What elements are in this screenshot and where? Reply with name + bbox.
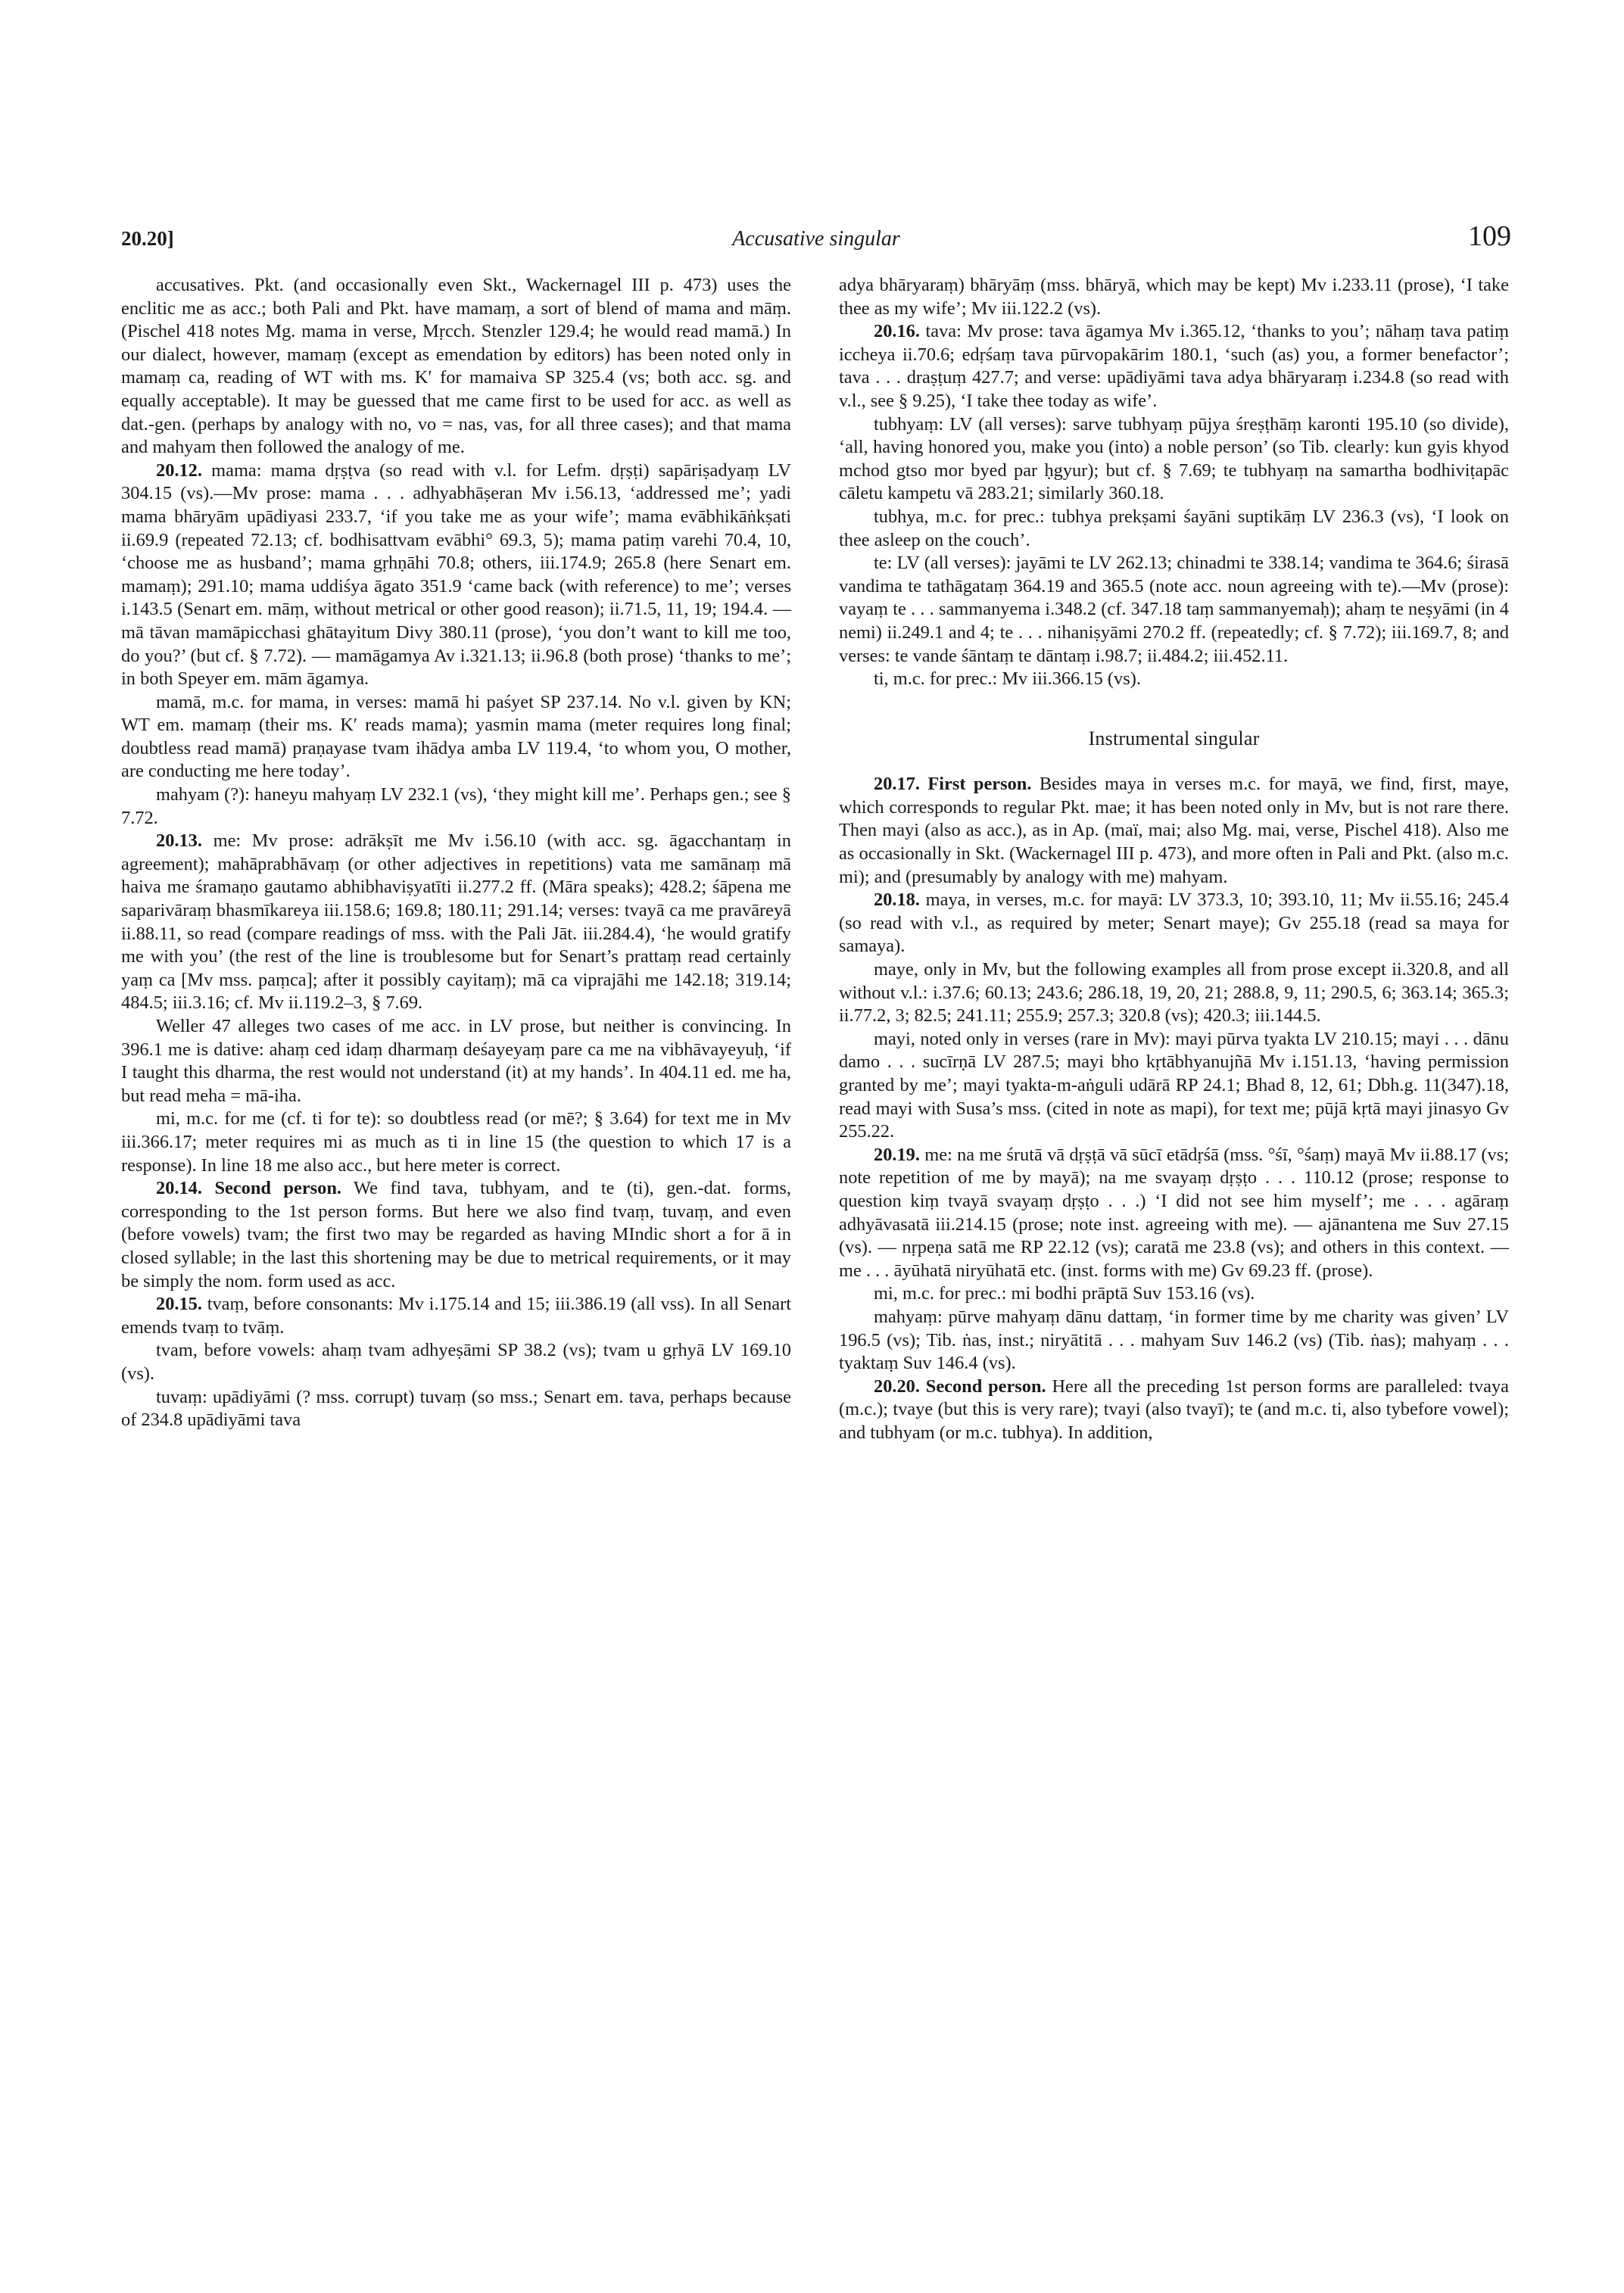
paragraph-number: 20.15.	[156, 1294, 202, 1315]
section-subheading: Instrumental singular	[1088, 727, 1260, 749]
paragraph-text: tvam, before vowels: ahaṃ tvam adhyeṣāmi SP 38.2 (vs); tvam u gṛhyā LV 169.10 (vs).	[121, 1340, 791, 1384]
paragraph-text: tvaṃ, before consonants: Mv i.175.14 and 15; iii.386.19 (all vss). In all Senart emends tvaṃ to tvāṃ.	[121, 1294, 791, 1338]
paragraph-number: 20.14.	[156, 1178, 202, 1199]
numbered-paragraph	[839, 320, 1509, 413]
paragraph	[121, 691, 791, 784]
paragraph-text: mi, m.c. for prec.: mi bodhi prāptā Suv 153.16 (vs).	[874, 1283, 1255, 1304]
paragraph	[839, 1282, 1509, 1306]
numbered-paragraph	[839, 1144, 1509, 1283]
paragraph-text: We find tava, tubhyam, and te (ti), gen.-dat. forms, corresponding to the 1st person forms. But here we also find tvaṃ, tuvaṃ, and even (before vowels) tvam; the first two may be regarded as having MIndic short a for ā in closed syllable; in the last this shortening may be due to metrical requirements, or it may be simply the nom. form used as acc.	[121, 1178, 791, 1291]
paragraph	[121, 1015, 791, 1108]
paragraph-number: 20.20.	[874, 1375, 920, 1397]
numbered-paragraph	[839, 773, 1509, 889]
paragraph	[839, 274, 1509, 320]
paragraph-text: mamā, m.c. for mama, in verses: mamā hi paśyet SP 237.14. No v.l. given by KN; WT em. mamaṃ (their ms. K′ reads mama); yasmin mama (meter requires long final; doubtless read mamā) praṇayase tvam ihādya amba LV 119.4, ‘to whom you, O mother, are conducting me here today’.	[121, 691, 791, 782]
paragraph-number: 20.18.	[874, 889, 920, 911]
paragraph	[121, 1386, 791, 1432]
running-header	[121, 220, 1511, 257]
paragraph-text: mama: mama dṛṣṭva (so read with v.l. for Lefm. dṛṣṭi) sapāriṣadyaṃ LV 304.15 (vs).—Mv prose: mama . . . adhyabhāṣeran Mv i.56.13, ‘addressed me’; yadi mama bhāryām upādiyasi 233.7, ‘if you take me as your wife’; mama evābhikāṅkṣati ii.69.9 (repeated 72.13; cf. bodhisattvam evābhi° 69.3, 5); mama patiṃ varehi 70.4, 10, ‘choose me as husband’; mama gṛhṇāhi 70.8; others, iii.174.9; 265.8 (here Senart em. mamaṃ); 291.10; mama uddiśya āgato 351.9 ‘came back (with reference) to me’; verses i.143.5 (Senart em. māṃ, without metrical or other good reason); ii.71.5, 11, 19; 194.4. — mā tāvan mamāpicchasi ghātayitum Divy 380.11 (prose), ‘you don’t want to kill me too, do you?’ (but cf. § 7.72). — mamāgamya Av i.321.13; ii.96.8 (both prose) ‘thanks to me’; in both Speyer em. mām āgamya.	[121, 460, 791, 690]
right-column-bottom	[839, 773, 1509, 1444]
paragraph-text: mahyaṃ: pūrve mahyaṃ dānu dattaṃ, ‘in former time by me charity was given’ LV 196.5 (vs); Tib. ṅas, inst.; niryātitā . . . mahyam Suv 146.2 (vs) (Tib. ṅas); mahyaṃ . . . tyaktaṃ Suv 146.4 (vs).	[839, 1306, 1509, 1374]
paragraph-text: Here all the preceding 1st person forms are paralleled: tvaya (m.c.); tvaye (but this is very rare); tvayi (also tvayī); te (and m.c. ti, also tybefore vowel); and tubhyam (or m.c. tubhya). In addition,	[839, 1375, 1509, 1443]
paragraph-number: 20.13.	[156, 830, 202, 852]
paragraph-number: 20.17.	[874, 774, 920, 795]
paragraph	[839, 552, 1509, 668]
paragraph-text: mayi, noted only in verses (rare in Mv): mayi pūrva tyakta LV 210.15; mayi . . . dānu damo . . . sucīrṇā LV 287.5; mayi bho kṛtābhyanujñā Mv i.151.13, ‘having permission granted by me’; mayi tyakta-m-aṅguli udārā RP 24.1; Bhad 8, 12, 61; Dbh.g. 11(347).18, read mayi with Susa’s mss. (cited in note as mapi), for text me; pūjā kṛtā mayi jinasyo Gv 255.22.	[839, 1028, 1509, 1142]
paragraph-text: te: LV (all verses): jayāmi te LV 262.13; chinadmi te 338.14; vandima te 364.6; śirasā vandima te tathāgataṃ 364.19 and 365.5 (note acc. noun agreeing with te).—Mv (prose): vayaṃ te . . . sammanyema i.348.2 (cf. 347.18 taṃ sammanyemaḥ); ahaṃ te neṣyāmi (in 4 nemi) ii.249.1 and 4; te . . . nihaniṣyāmi 270.2 ff. (repeatedly; cf. § 7.72); iii.169.7, 8; and verses: te vande śāntaṃ te dāntaṃ i.98.7; ii.484.2; iii.452.11.	[839, 553, 1509, 666]
paragraph	[839, 506, 1509, 552]
section-marker: 20.20]	[121, 227, 174, 250]
numbered-paragraph	[121, 1293, 791, 1339]
numbered-paragraph	[839, 889, 1509, 958]
numbered-paragraph	[121, 830, 791, 1015]
paragraph-text: tubhyaṃ: LV (all verses): sarve tubhyaṃ pūjya śreṣṭhāṃ karonti 195.10 (so divide), ‘all, having honored you, make you (into) a noble person’ (so Tib. clearly: kun gyis khyod mchod gtso mor byed par ḥgyur); but cf. § 7.69; te tubhyaṃ na samartha bodhiviṭapāc cāletu kampetu vā 283.21; similarly 360.18.	[839, 413, 1509, 504]
paragraph-text: mi, m.c. for me (cf. ti for te): so doubtless read (or mē?; § 3.64) for text me in Mv iii.366.17; meter requires mi as much as ti in line 15 (the question to which 17 is a response). In line 18 me also acc., but here meter is correct.	[121, 1108, 791, 1176]
paragraph-text: me: Mv prose: adrākṣīt me Mv i.56.10 (with acc. sg. āgacchantaṃ in agreement); mahāprabhāvaṃ (or other adjectives in repetitions) vata me samānaṃ mā haiva me śramaṇo gautamo abhibhaviṣyatīti ii.277.2 ff. (Māra speaks); 428.2; śāpena me saparivāraṃ bhasmīkareya iii.158.6; 169.8; 180.11; 291.14; verses: tvayā ca me pravāreyā ii.88.11, so read (compare readings of mss. with the Pali Jāt. iii.284.4), ‘he would gratify me with you’ (the rest of the line is troublesome but for Senart’s prattaṃ read certainly yaṃ ca [Mv mss. paṃca]; after it possibly cayitaṃ); mā ca viprajāhi me 142.18; 319.14; 484.5; iii.3.16; cf. Mv ii.119.2–3, § 7.69.	[121, 830, 791, 1014]
paragraph	[839, 1028, 1509, 1144]
page-number: 109	[1468, 220, 1511, 252]
paragraph	[839, 413, 1509, 506]
paragraph-number: 20.16.	[874, 321, 920, 342]
paragraph-heading: Second person.	[925, 1375, 1046, 1397]
right-column-top	[839, 274, 1509, 691]
paragraph	[839, 958, 1509, 1028]
paragraph-heading: Second person.	[214, 1178, 341, 1199]
paragraph-text: Weller 47 alleges two cases of me acc. in LV prose, but neither is convincing. In 396.1 me is dative: ahaṃ ced idaṃ dharmaṃ deśayeyaṃ pare ca me na vibhāvayeyuḥ, ‘if I taught this dharma, the rest would not understand (it) at my hands’. In 404.11 ed. me ha, but read meha = mā-iha.	[121, 1016, 791, 1106]
paragraph-text: adya bhāryaraṃ) bhāryāṃ (mss. bhāryā, which may be kept) Mv i.233.11 (prose), ‘I take thee as my wife’; Mv iii.122.2 (vs).	[839, 275, 1509, 319]
paragraph-text: maya, in verses, m.c. for mayā: LV 373.3, 10; 393.10, 11; Mv ii.55.16; 245.4 (so read with v.l., as required by meter; Senart maye); Gv 255.18 (read sa maya for samaya).	[839, 889, 1509, 957]
left-column	[121, 274, 791, 1432]
paragraph-text: accusatives. Pkt. (and occasionally even Skt., Wackernagel III p. 473) uses the enclitic me as acc.; both Pali and Pkt. have mamaṃ, a sort of blend of mama and māṃ. (Pischel 418 notes Mg. mama in verse, Mṛcch. Stenzler 129.4; he would read mamā.) In our dialect, however, mamaṃ (except as emendation by editors) has been noted only in mamaṃ ca, reading of WT with ms. K′ for mamaiva SP 325.4 (vs; both acc. sg. and equally acceptable). It may be guessed that me came first to be used for acc. as well as dat.-gen. (perhaps by analogy with no, vo = nas, vas, for all three cases); and that mama and mahyam then followed the analogy of me.	[121, 275, 791, 458]
paragraph	[839, 1306, 1509, 1375]
paragraph-text: Besides maya in verses m.c. for mayā, we find, first, maye, which corresponds to regular Pkt. mae; it has been noted only in Mv, but is not rare there. Then mayi (also as acc.), as in Ap. (maï, mai; also Mg. mai, verse, Pischel 418). Also me as occasionally in Skt. (Wackernagel III p. 473), and more often in Pali and Pkt. (also m.c. mi); and (presumably by analogy with me) mahyam.	[839, 774, 1509, 887]
paragraph-number: 20.12.	[156, 460, 202, 481]
paragraph	[121, 274, 791, 460]
paragraph-text: maye, only in Mv, but the following examples all from prose except ii.320.8, and all without v.l.: i.37.6; 60.13; 243.6; 286.18, 19, 20, 21; 288.8, 9, 11; 290.5, 6; 363.14; 365.3; ii.77.2, 3; 82.5; 241.11; 255.9; 257.3; 320.8 (vs); 420.3; iii.144.5.	[839, 959, 1509, 1027]
paragraph-heading: First person.	[927, 774, 1032, 795]
paragraph-text: tubhya, m.c. for prec.: tubhya prekṣami śayāni suptikāṃ LV 236.3 (vs), ‘I look on thee asleep on the couch’.	[839, 506, 1509, 550]
numbered-paragraph	[121, 1177, 791, 1293]
running-title: Accusative singular	[732, 227, 900, 251]
paragraph	[121, 1339, 791, 1385]
numbered-paragraph	[839, 1375, 1509, 1445]
paragraph-number: 20.19.	[874, 1144, 920, 1165]
paragraph	[121, 1108, 791, 1177]
paragraph-text: tuvaṃ: upādiyāmi (? mss. corrupt) tuvaṃ (so mss.; Senart em. tava, perhaps because of 234.8 upādiyāmi tava	[121, 1386, 791, 1431]
numbered-paragraph	[121, 460, 791, 691]
paragraph-text: tava: Mv prose: tava āgamya Mv i.365.12, ‘thanks to you’; nāhaṃ tava patiṃ iccheya ii.70.6; edṛśaṃ tava pūrvopakārim 180.1, ‘such (as) you, a former benefactor’; tava . . . draṣṭuṃ 427.7; and verse: upādiyāmi tava adya bhāryaraṃ i.234.8 (so read with v.l., see § 9.25), ‘I take thee today as wife’.	[839, 321, 1509, 411]
paragraph-text: ti, m.c. for prec.: Mv iii.366.15 (vs).	[874, 668, 1141, 690]
paragraph-text: me: na me śrutā vā dṛṣṭā vā sūcī etādṛśā (mss. °śī, °śaṃ) mayā Mv ii.88.17 (vs; note repetition of me by mayā); na me svayaṃ dṛṣṭo . . . 110.12 (prose; response to question kiṃ tvayā svayaṃ dṛṣṭo . . .) ‘I did not see him myself’; me . . . agāraṃ adhyāvasatā iii.214.15 (prose; note inst. agreeing with me). — ajānantena me Suv 27.15 (vs). — nṛpeṇa satā me RP 22.12 (vs); caratā me 23.8 (vs); and others in this context. — me . . . āyūhatā niryūhatā etc. (inst. forms with me) Gv 69.23 ff. (prose).	[839, 1144, 1509, 1281]
paragraph-text: mahyam (?): haneyu mahyaṃ LV 232.1 (vs), ‘they might kill me’. Perhaps gen.; see § 7.72.	[121, 784, 791, 828]
paragraph	[839, 668, 1509, 691]
paragraph	[121, 784, 791, 830]
right-column	[839, 274, 1509, 1445]
